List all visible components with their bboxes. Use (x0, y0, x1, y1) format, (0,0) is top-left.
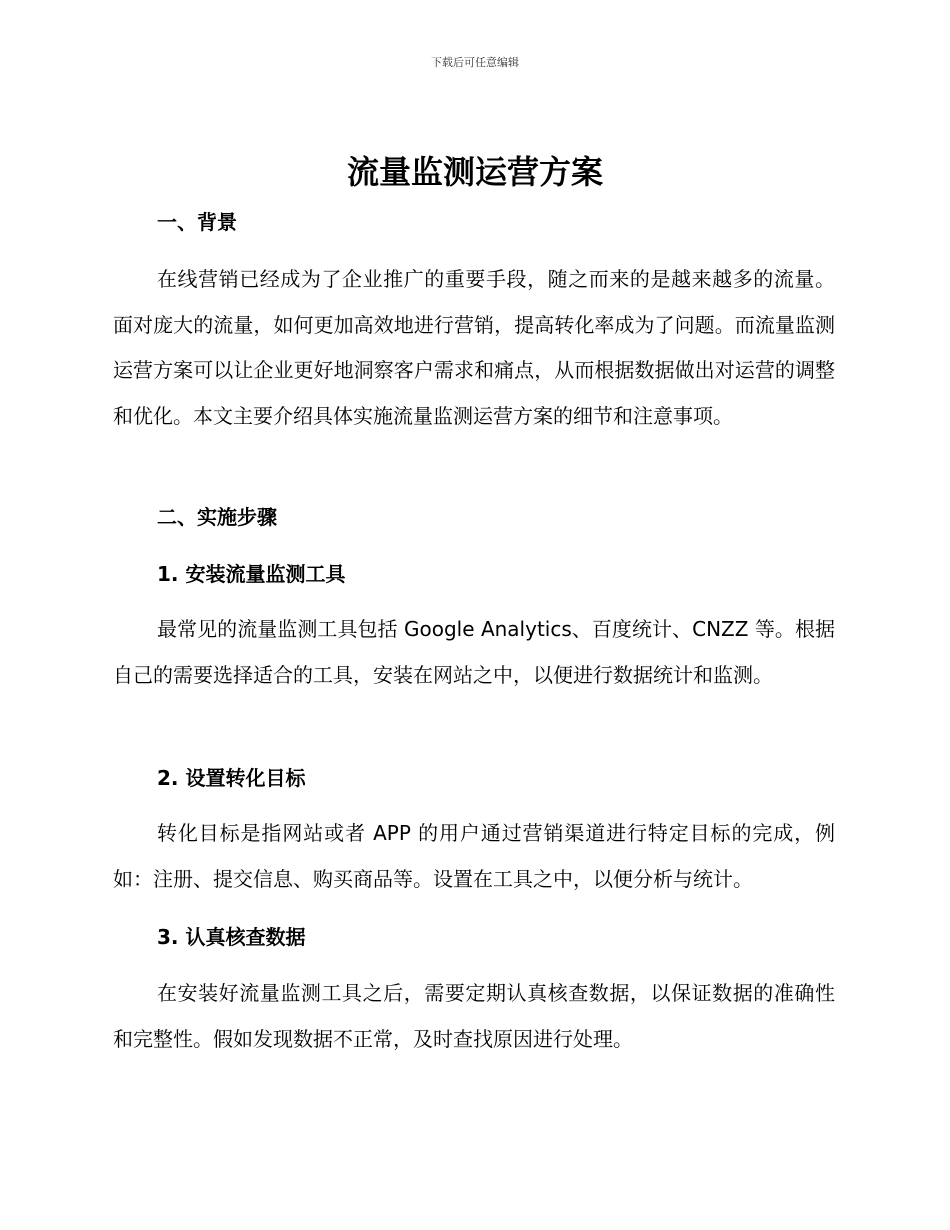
document-title: 流量监测运营方案 (346, 153, 603, 191)
step-paragraph-install-tools: 最常见的流量监测工具包括 Google Analytics、百度统计、CNZZ 等。根据自己的需要选择适合的工具，安装在网站之中，以便进行数据统计和监测。 (113, 617, 835, 687)
step-paragraph-check-data: 在安装好流量监测工具之后，需要定期认真核查数据，以保证数据的准确性和完整性。假如发现数据不正常，及时查找原因进行处理。 (113, 981, 835, 1051)
step-heading-install-tools: 1. 安装流量监测工具 (157, 562, 346, 586)
section-heading-background: 一、背景 (157, 210, 237, 234)
background-paragraph: 在线营销已经成为了企业推广的重要手段，随之而来的是越来越多的流量。面对庞大的流量，如何更加高效地进行营销，提高转化率成为了问题。而流量监测运营方案可以让企业更好地洞察客户需求和痛点，从而根据数据做出对运营的调整和优化。本文主要介绍具体实施流量监测运营方案的细节和注意事项。 (113, 267, 835, 428)
page-header-note: 下载后可任意编辑 (431, 56, 519, 69)
step-paragraph-conversion-goals: 转化目标是指网站或者 APP 的用户通过营销渠道进行特定目标的完成，例如：注册、提交信息、购买商品等。设置在工具之中，以便分析与统计。 (113, 821, 835, 891)
section-heading-steps: 二、实施步骤 (157, 505, 277, 529)
step-heading-conversion-goals: 2. 设置转化目标 (157, 766, 306, 790)
step-heading-check-data: 3. 认真核查数据 (157, 925, 306, 949)
